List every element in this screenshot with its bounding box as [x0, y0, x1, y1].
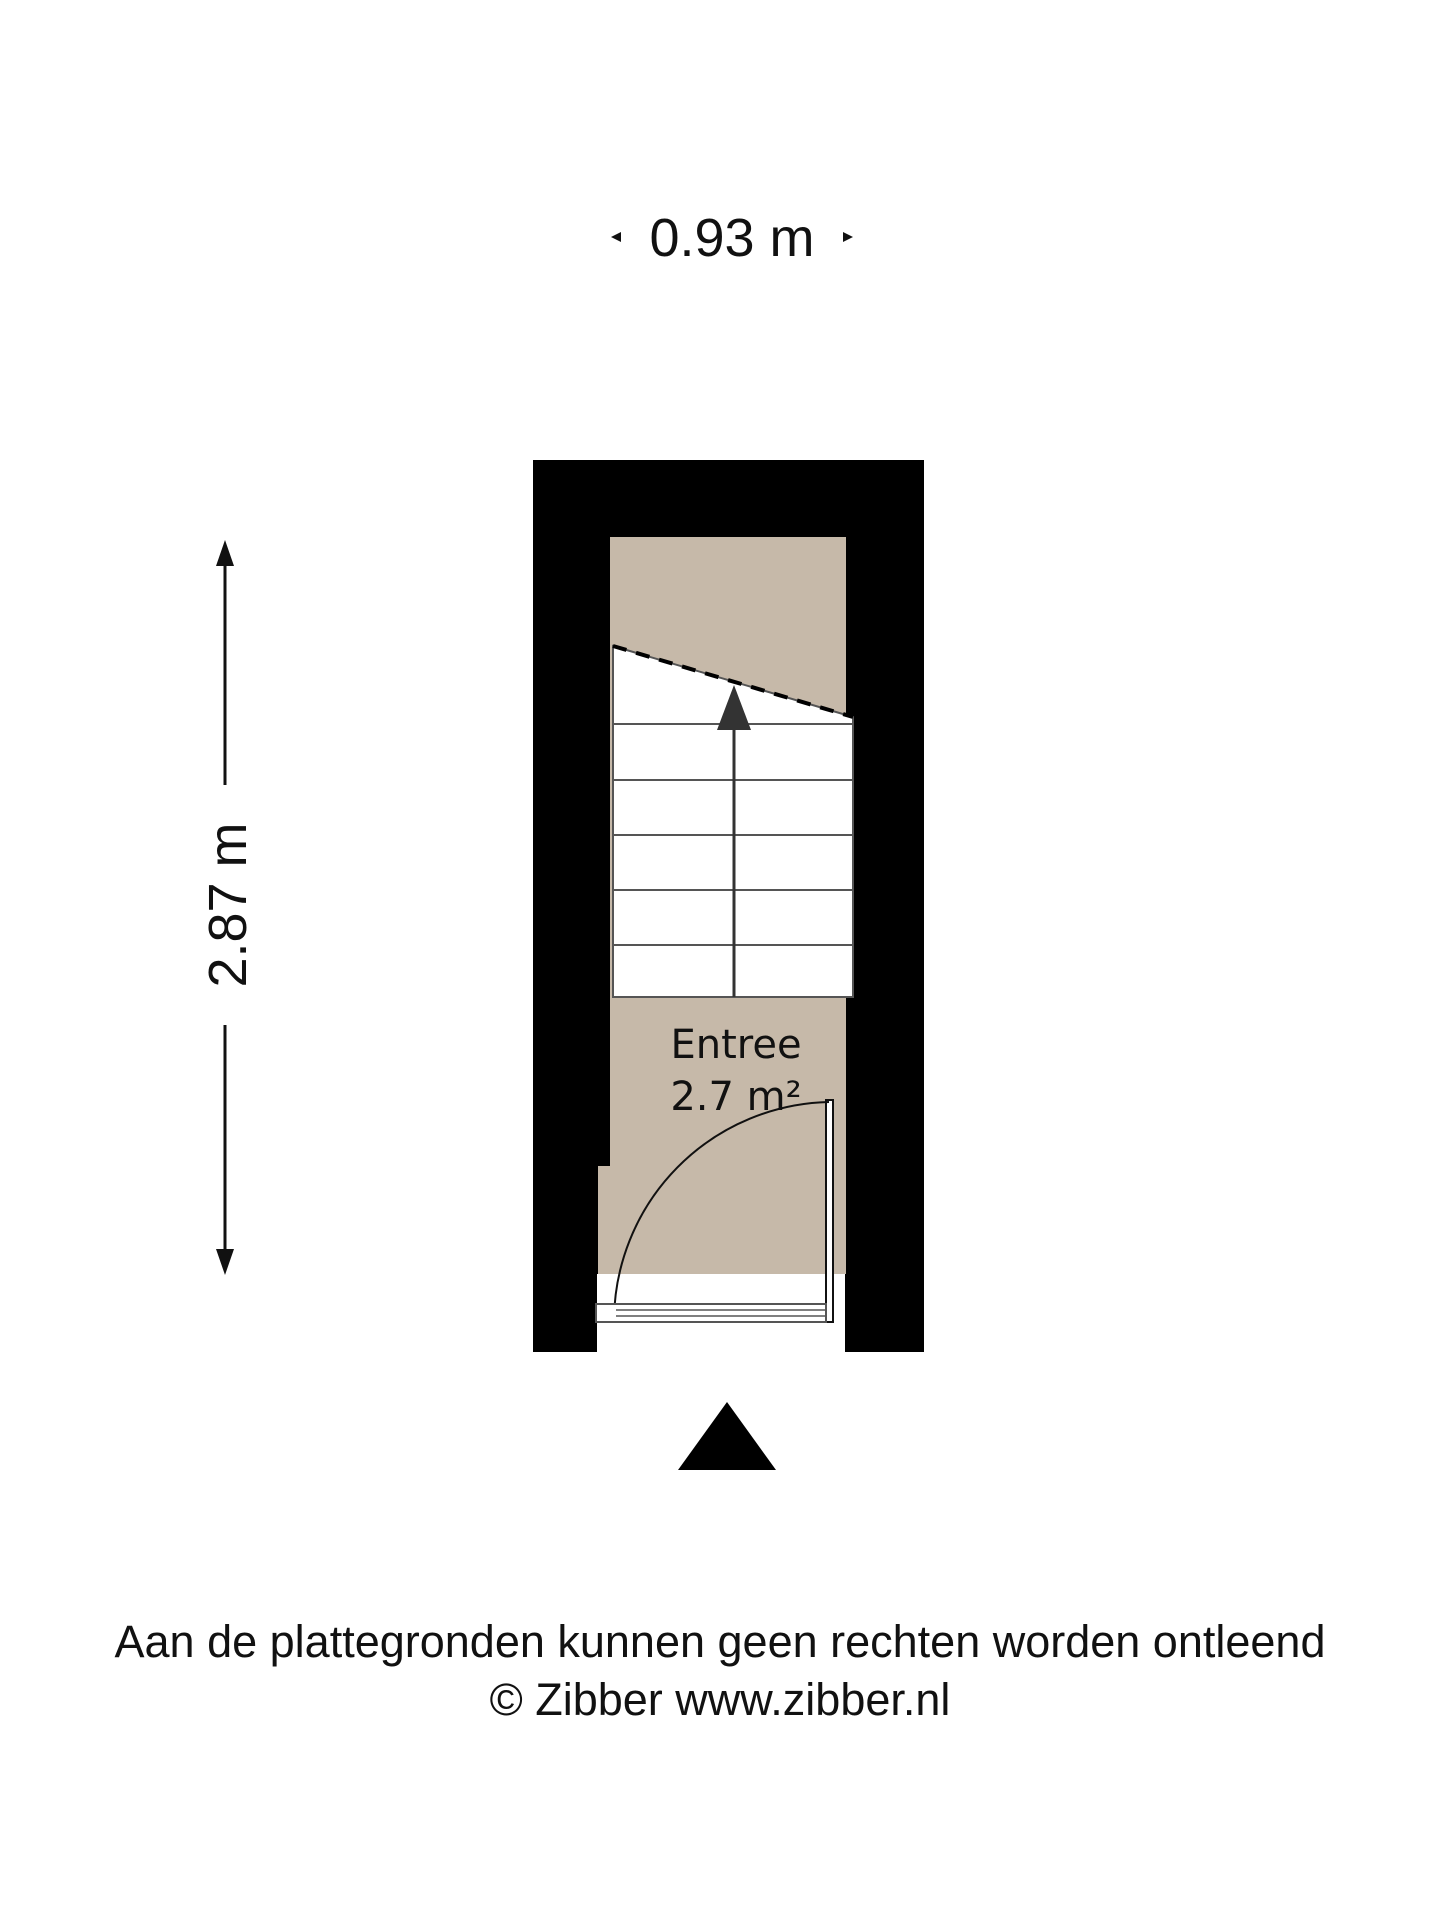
- height-dimension: [198, 540, 258, 1275]
- width-arrow-left-icon: [611, 232, 621, 242]
- height-arrow-up-icon: [216, 540, 234, 566]
- width-label: 0.93 m: [649, 208, 815, 268]
- credit-text: © Zibber www.zibber.nl: [489, 1674, 951, 1725]
- width-dimension: [611, 208, 853, 268]
- height-label: 2.87 m: [198, 822, 258, 988]
- room-name: Entree: [670, 1022, 802, 1068]
- entrance-arrow-icon: [678, 1402, 776, 1470]
- door-leaf: [826, 1100, 833, 1322]
- width-arrow-right-icon: [843, 232, 853, 242]
- door-threshold: [596, 1304, 826, 1322]
- height-arrow-down-icon: [216, 1249, 234, 1275]
- disclaimer-text: Aan de plattegronden kunnen geen rechten worden ontleend: [114, 1616, 1326, 1667]
- room-area: 2.7 m²: [670, 1074, 802, 1120]
